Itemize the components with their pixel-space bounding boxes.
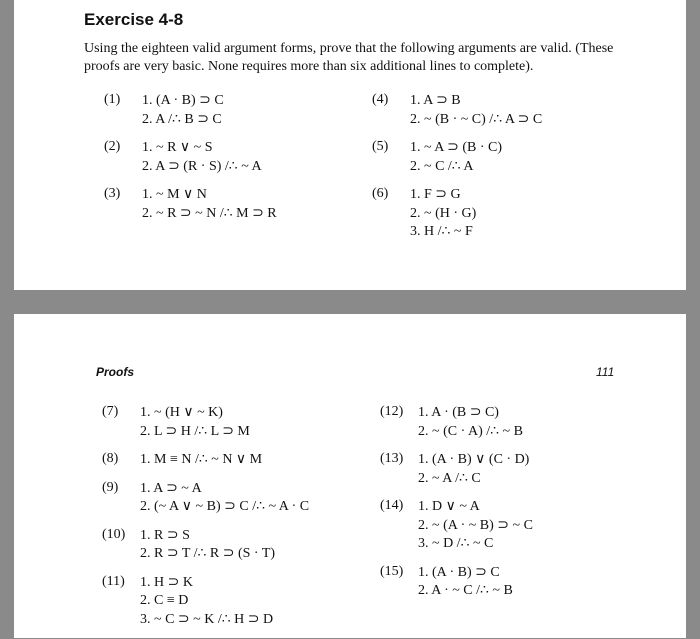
premise-line: 2. ~ R ⊃ ~ N /∴ M ⊃ R bbox=[142, 205, 277, 221]
premise-line: 3. ~ C ⊃ ~ K /∴ H ⊃ D bbox=[140, 611, 274, 627]
problem-number: (15) bbox=[380, 563, 404, 579]
premise-line: 1. R ⊃ S bbox=[140, 527, 190, 543]
premise-line: 1. H ⊃ K bbox=[140, 574, 193, 590]
premise-line: 2. ~ A /∴ C bbox=[418, 470, 481, 486]
premise-line: 2. ~ (H · G) bbox=[410, 205, 477, 221]
premise-line: 1. D ∨ ~ A bbox=[418, 499, 480, 514]
premise-line: 1. A ⊃ ~ A bbox=[140, 480, 202, 496]
problem-number: (10) bbox=[102, 526, 126, 542]
problem-14 bbox=[380, 498, 533, 554]
problem-number: (1) bbox=[104, 92, 121, 107]
exercise-instructions: Using the eighteen valid argument forms, prove that the following arguments are valid. (These proofs are very basic. None requires more than six additional lines to complete). bbox=[84, 41, 614, 74]
problem-11 bbox=[102, 574, 309, 630]
page-number: 111 bbox=[596, 365, 615, 379]
problem-5 bbox=[372, 139, 542, 176]
premise-line: 2. A · ~ C /∴ ~ B bbox=[418, 583, 513, 598]
premise-line: 2. R ⊃ T /∴ R ⊃ (S · T) bbox=[140, 546, 276, 561]
problem-number: (14) bbox=[380, 498, 404, 513]
exercise-title: Exercise 4-8 bbox=[84, 10, 184, 29]
problem-number: (7) bbox=[102, 404, 119, 419]
problem-4 bbox=[372, 92, 542, 129]
premise-line: 2. L ⊃ H /∴ L ⊃ M bbox=[140, 423, 250, 439]
problem-1 bbox=[104, 92, 277, 129]
premise-line: 1. (A · B) ∨ (C · D) bbox=[418, 452, 530, 467]
problem-6 bbox=[372, 186, 542, 242]
premise-line: 1. (A · B) ⊃ C bbox=[418, 564, 500, 580]
premise-line: 1. (A · B) ⊃ C bbox=[142, 93, 224, 108]
problem-2 bbox=[104, 139, 277, 176]
textbook-page-top bbox=[14, 0, 686, 290]
textbook-page-bottom bbox=[14, 314, 686, 638]
problem-10 bbox=[102, 527, 309, 564]
problem-number: (6) bbox=[372, 186, 389, 201]
premise-line: 3. ~ D /∴ ~ C bbox=[418, 536, 494, 551]
problem-9 bbox=[102, 480, 309, 517]
problems-left-column bbox=[102, 404, 309, 639]
premise-line: 2. ~ (A · ~ B) ⊃ ~ C bbox=[418, 517, 533, 533]
problems-left-column bbox=[104, 92, 277, 233]
problem-13 bbox=[380, 451, 533, 488]
problem-number: (12) bbox=[380, 404, 404, 419]
premise-line: 1. M ≡ N /∴ ~ N ∨ M bbox=[140, 452, 263, 467]
premise-line: 2. (~ A ∨ ~ B) ⊃ C /∴ ~ A · C bbox=[140, 499, 310, 514]
problem-number: (9) bbox=[102, 479, 119, 495]
premise-line: 1. ~ M ∨ N bbox=[142, 187, 207, 202]
premise-line: 1. A ⊃ B bbox=[410, 93, 461, 108]
problem-15 bbox=[380, 564, 533, 601]
problem-number: (4) bbox=[372, 92, 389, 107]
premise-line: 1. A · (B ⊃ C) bbox=[418, 405, 499, 420]
problem-8 bbox=[102, 451, 309, 470]
premise-line: 3. H /∴ ~ F bbox=[410, 224, 473, 239]
premise-line: 2. ~ C /∴ A bbox=[410, 158, 474, 174]
problem-number: (2) bbox=[104, 139, 121, 154]
problems-right-column bbox=[372, 92, 542, 252]
problem-number: (8) bbox=[102, 451, 119, 466]
premise-line: 2. ~ (C · A) /∴ ~ B bbox=[418, 423, 523, 439]
problem-12 bbox=[380, 404, 533, 441]
premise-line: 2. A /∴ B ⊃ C bbox=[142, 111, 222, 127]
problem-number: (5) bbox=[372, 139, 389, 154]
problem-number: (3) bbox=[104, 186, 121, 201]
premise-line: 2. A ⊃ (R · S) /∴ ~ A bbox=[142, 158, 262, 174]
problems-right-column bbox=[380, 404, 533, 611]
premise-line: 1. ~ (H ∨ ~ K) bbox=[140, 405, 223, 420]
problem-7 bbox=[102, 404, 309, 441]
problem-3 bbox=[104, 186, 277, 223]
running-header: Proofs bbox=[96, 365, 135, 379]
problem-number: (13) bbox=[380, 451, 404, 466]
premise-line: 1. ~ R ∨ ~ S bbox=[142, 140, 213, 155]
premise-line: 1. ~ A ⊃ (B · C) bbox=[410, 140, 503, 155]
premise-line: 1. F ⊃ G bbox=[410, 187, 461, 202]
premise-line: 2. ~ (B · ~ C) /∴ A ⊃ C bbox=[410, 111, 543, 127]
premise-line: 2. C ≡ D bbox=[140, 593, 189, 608]
problem-number: (11) bbox=[102, 573, 125, 589]
